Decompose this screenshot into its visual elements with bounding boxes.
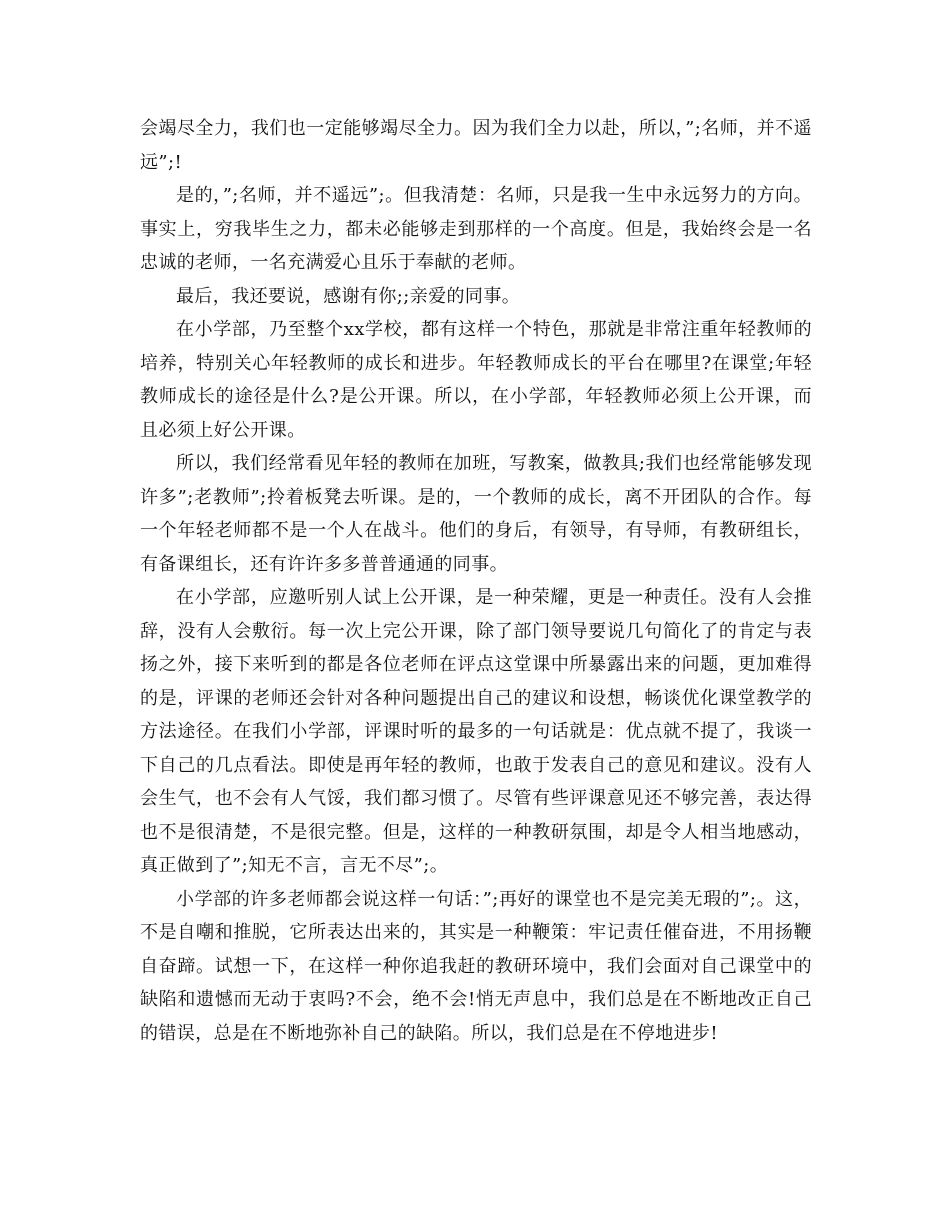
- paragraph-5: 所以，我们经常看见年轻的教师在加班，写教案，做教具;我们也经常能够发现许多”;老教师”;拎着板凳去听课。是的，一个教师的成长，离不开团队的合作。每一个年轻老师都不是一个人在战斗。他们的身后，有领导，有导师，有教研组长，有备课组长，还有许许多多普普通通的同事。: [140, 453, 812, 575]
- paragraph-3: 最后，我还要说，感谢有你;;亲爱的同事。: [176, 285, 521, 307]
- paragraph-4: 在小学部，乃至整个xx学校，都有这样一个特色，那就是非常注重年轻教师的培养，特别关心年轻教师的成长和进步。年轻教师成长的平台在哪里?在课堂;年轻教师成长的途径是什么?是公开课。所以，在小学部，年轻教师必须上公开课，而且必须上好公开课。: [140, 319, 812, 441]
- paragraph-2: 是的，”;名师，并不遥远”;。但我清楚：名师，只是我一生中永远努力的方向。事实上，穷我毕生之力，都未必能够走到那样的一个高度。但是，我始终会是一名忠诚的老师，一名充满爱心且乐于奉献的老师。: [140, 185, 812, 273]
- document-body: [140, 112, 812, 1050]
- paragraph-6: 在小学部，应邀听别人试上公开课，是一种荣耀，更是一种责任。没有人会推辞，没有人会敷衍。每一次上完公开课，除了部门领导要说几句简化了的肯定与表扬之外，接下来听到的都是各位老师在评点这堂课中所暴露出来的问题，更加难得的是，评课的老师还会针对各种问题提出自己的建议和设想，畅谈优化课堂教学的方法途径。在我们小学部，评课时听的最多的一句话就是：优点就不提了，我谈一下自己的几点看法。即使是再年轻的教师，也敢于发表自己的意见和建议。没有人会生气，也不会有人气馁，我们都习惯了。尽管有些评课意见还不够完善，表达得也不是很清楚，不是很完整。但是，这样的一种教研氛围，却是令人相当地感动，真正做到了”;知无不言，言无不尽”;。: [140, 587, 812, 876]
- paragraph-7: 小学部的许多老师都会说这样一句话：”;再好的课堂也不是完美无瑕的”;。这，不是自嘲和推脱，它所表达出来的，其实是一种鞭策：牢记责任催奋进，不用扬鞭自奋蹄。试想一下，在这样一种你追我赶的教研环境中，我们会面对自己课堂中的缺陷和遗憾而无动于衷吗?不会，绝不会!悄无声息中，我们总是在不断地改正自己的错误，总是在不断地弥补自己的缺陷。所以，我们总是在不停地进步!: [140, 888, 812, 1044]
- paragraph-1: 会竭尽全力，我们也一定能够竭尽全力。因为我们全力以赴，所以，”;名师，并不遥远”;!: [140, 118, 812, 173]
